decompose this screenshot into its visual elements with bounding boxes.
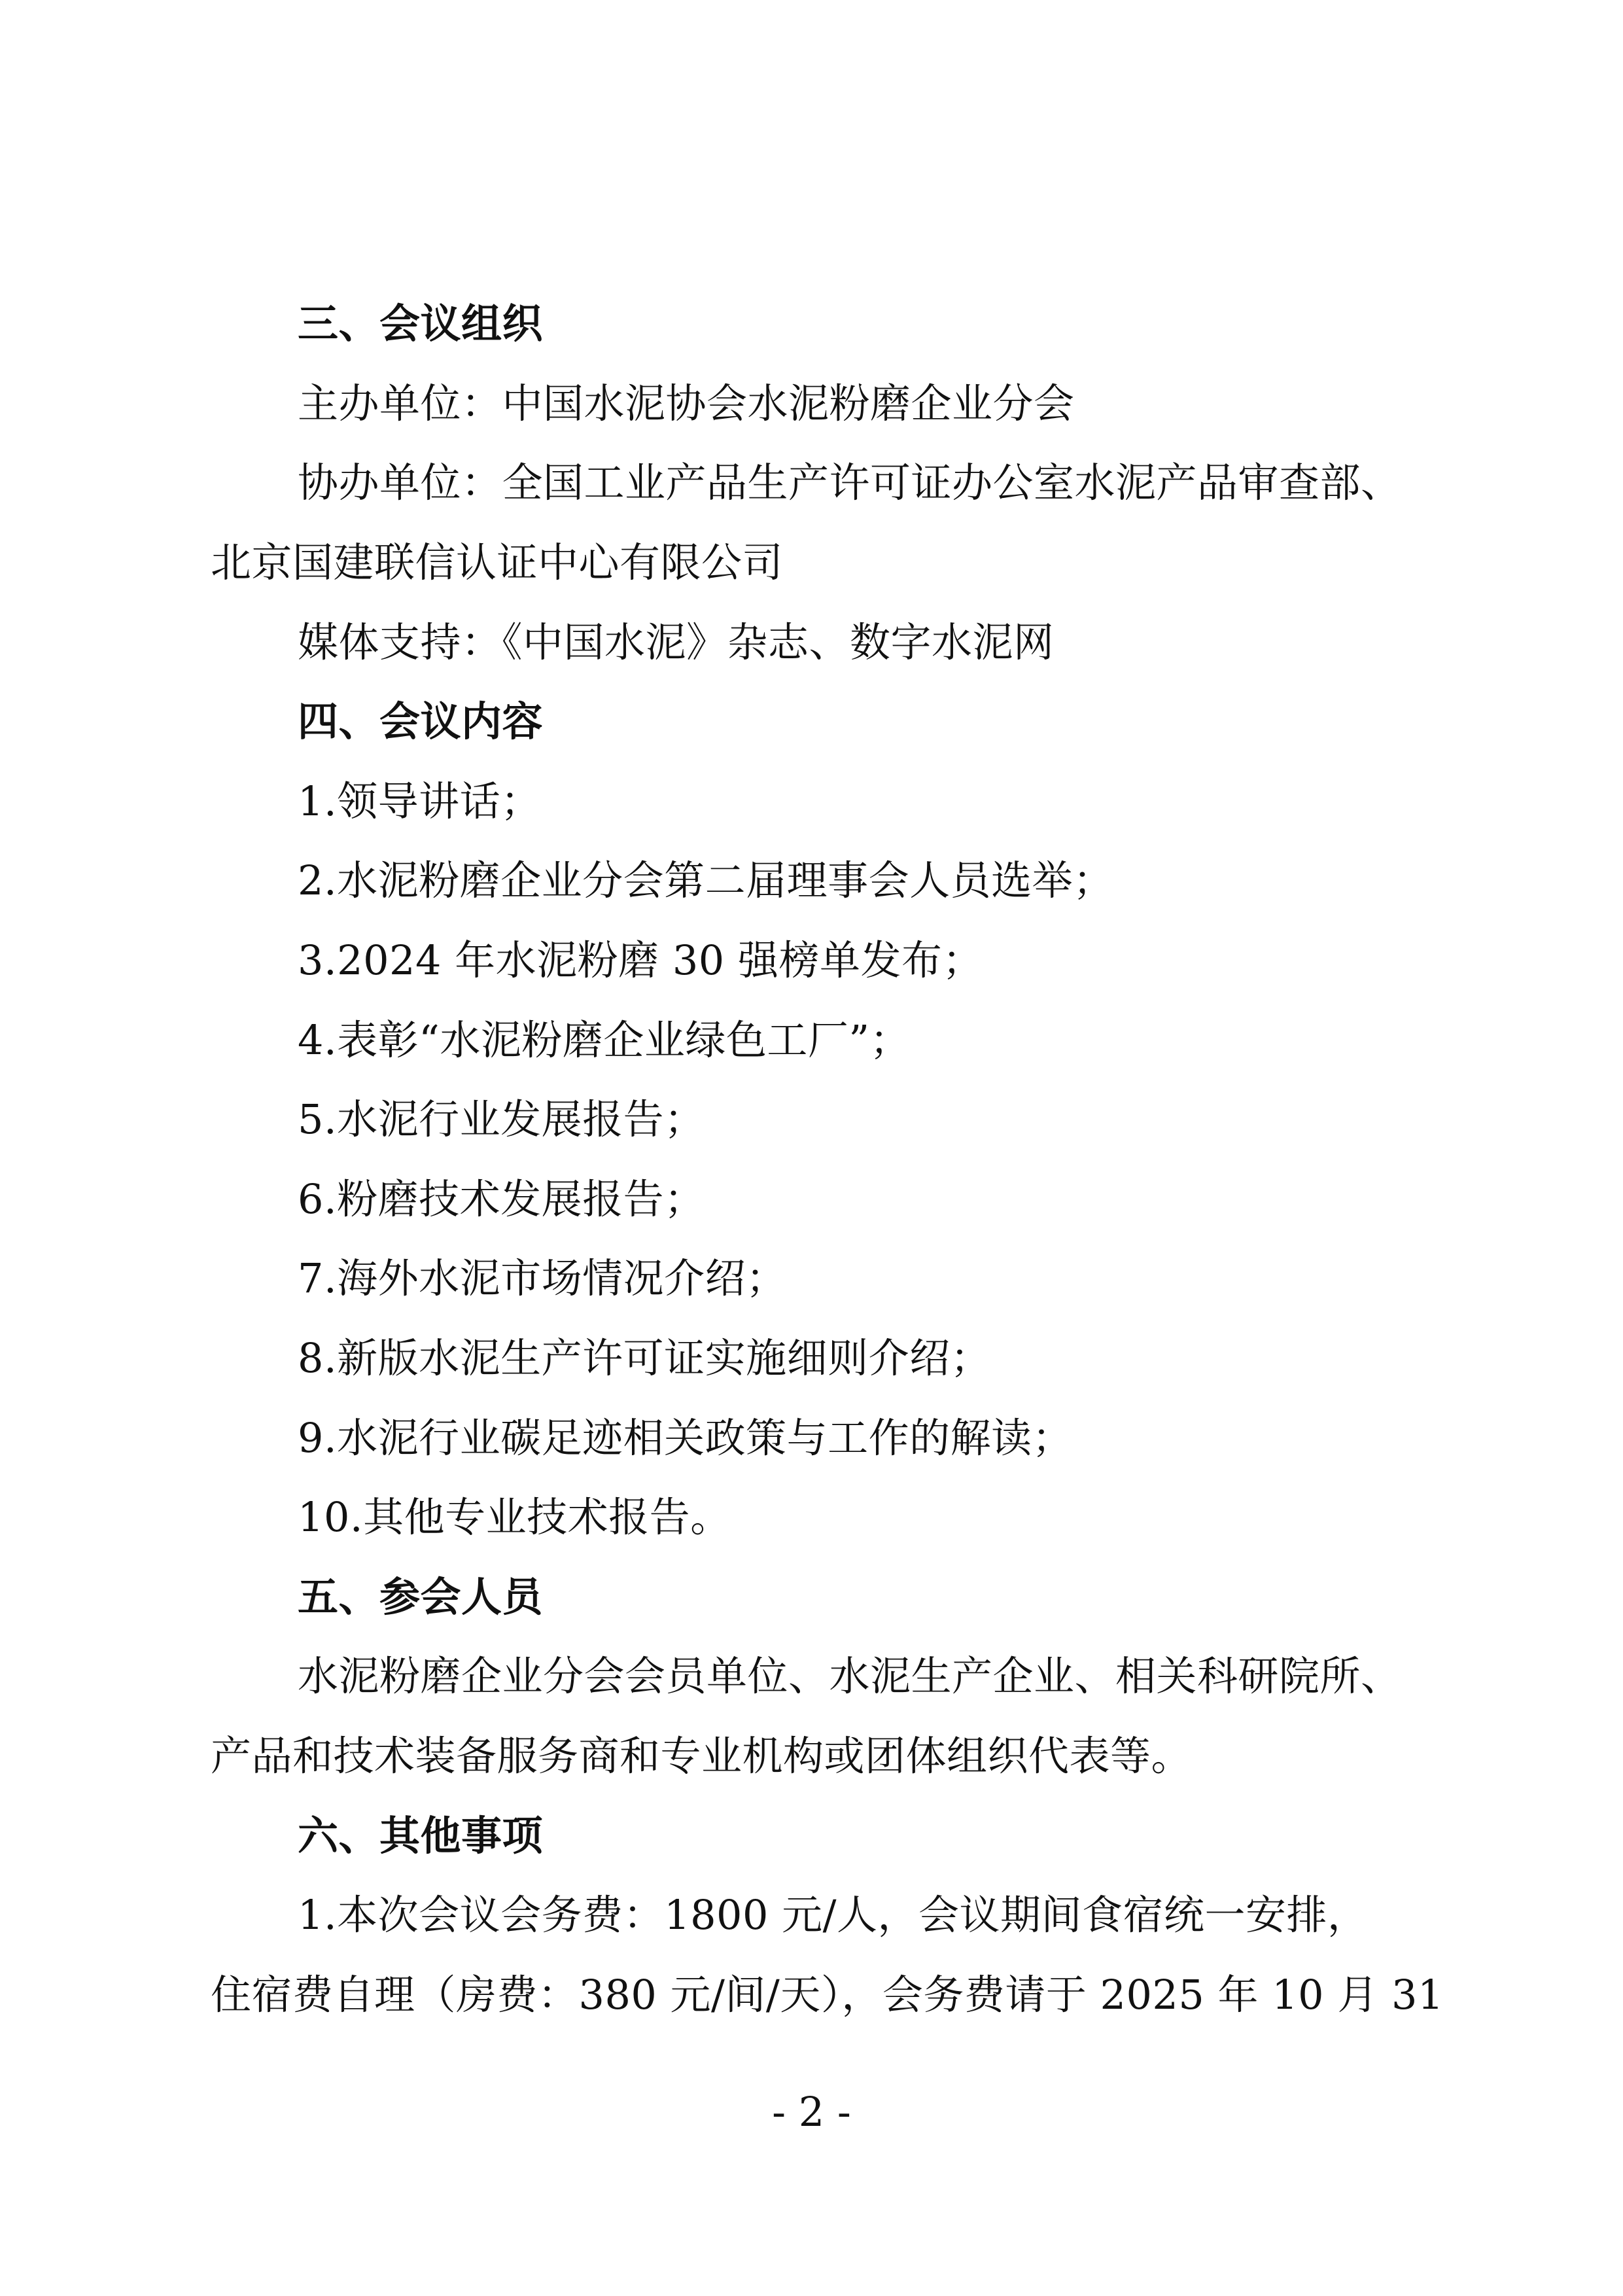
section-heading-attendees: 五、参会人员 (298, 1573, 544, 1621)
co-host-line-1: 协办单位：全国工业产品生产许可证办公室水泥产品审查部、 (298, 459, 1402, 506)
other-line-2: 住宿费自理（房费：380 元/间/天），会务费请于 2025 年 10 月 31 (211, 1971, 1444, 2019)
attendees-line-2: 产品和技术装备服务商和专业机构或团体组织代表等。 (211, 1732, 1193, 1780)
section-heading-content: 四、会议内容 (298, 698, 544, 745)
content-item: 10.其他专业技术报告。 (298, 1493, 731, 1541)
content-item: 3.2024 年水泥粉磨 30 强榜单发布； (298, 936, 983, 984)
content-item: 4.表彰“水泥粉磨企业绿色工厂”； (298, 1016, 911, 1064)
section-heading-organization: 三、会议组织 (298, 300, 544, 347)
content-item: 6.粉磨技术发展报告； (298, 1175, 705, 1223)
content-item: 7.海外水泥市场情况介绍； (298, 1254, 787, 1302)
section-heading-other: 六、其他事项 (298, 1812, 544, 1860)
page-number: - 2 - (772, 2088, 851, 2136)
media-line: 媒体支持：《中国水泥》杂志、数字水泥网 (298, 618, 1055, 666)
attendees-line-1: 水泥粉磨企业分会会员单位、水泥生产企业、相关科研院所、 (298, 1652, 1402, 1700)
content-item: 9.水泥行业碳足迹相关政策与工作的解读； (298, 1414, 1073, 1462)
other-line-1: 1.本次会议会务费：1800 元/人，会议期间食宿统一安排， (298, 1891, 1369, 1939)
host-line: 主办单位：中国水泥协会水泥粉磨企业分会 (298, 380, 1075, 427)
content-item: 1.领导讲话； (298, 777, 542, 825)
content-item: 5.水泥行业发展报告； (298, 1095, 705, 1143)
content-item: 8.新版水泥生产许可证实施细则介绍； (298, 1334, 992, 1382)
content-item: 2.水泥粉磨企业分会第二届理事会人员选举； (298, 857, 1114, 904)
co-host-line-2: 北京国建联信认证中心有限公司 (211, 539, 784, 586)
